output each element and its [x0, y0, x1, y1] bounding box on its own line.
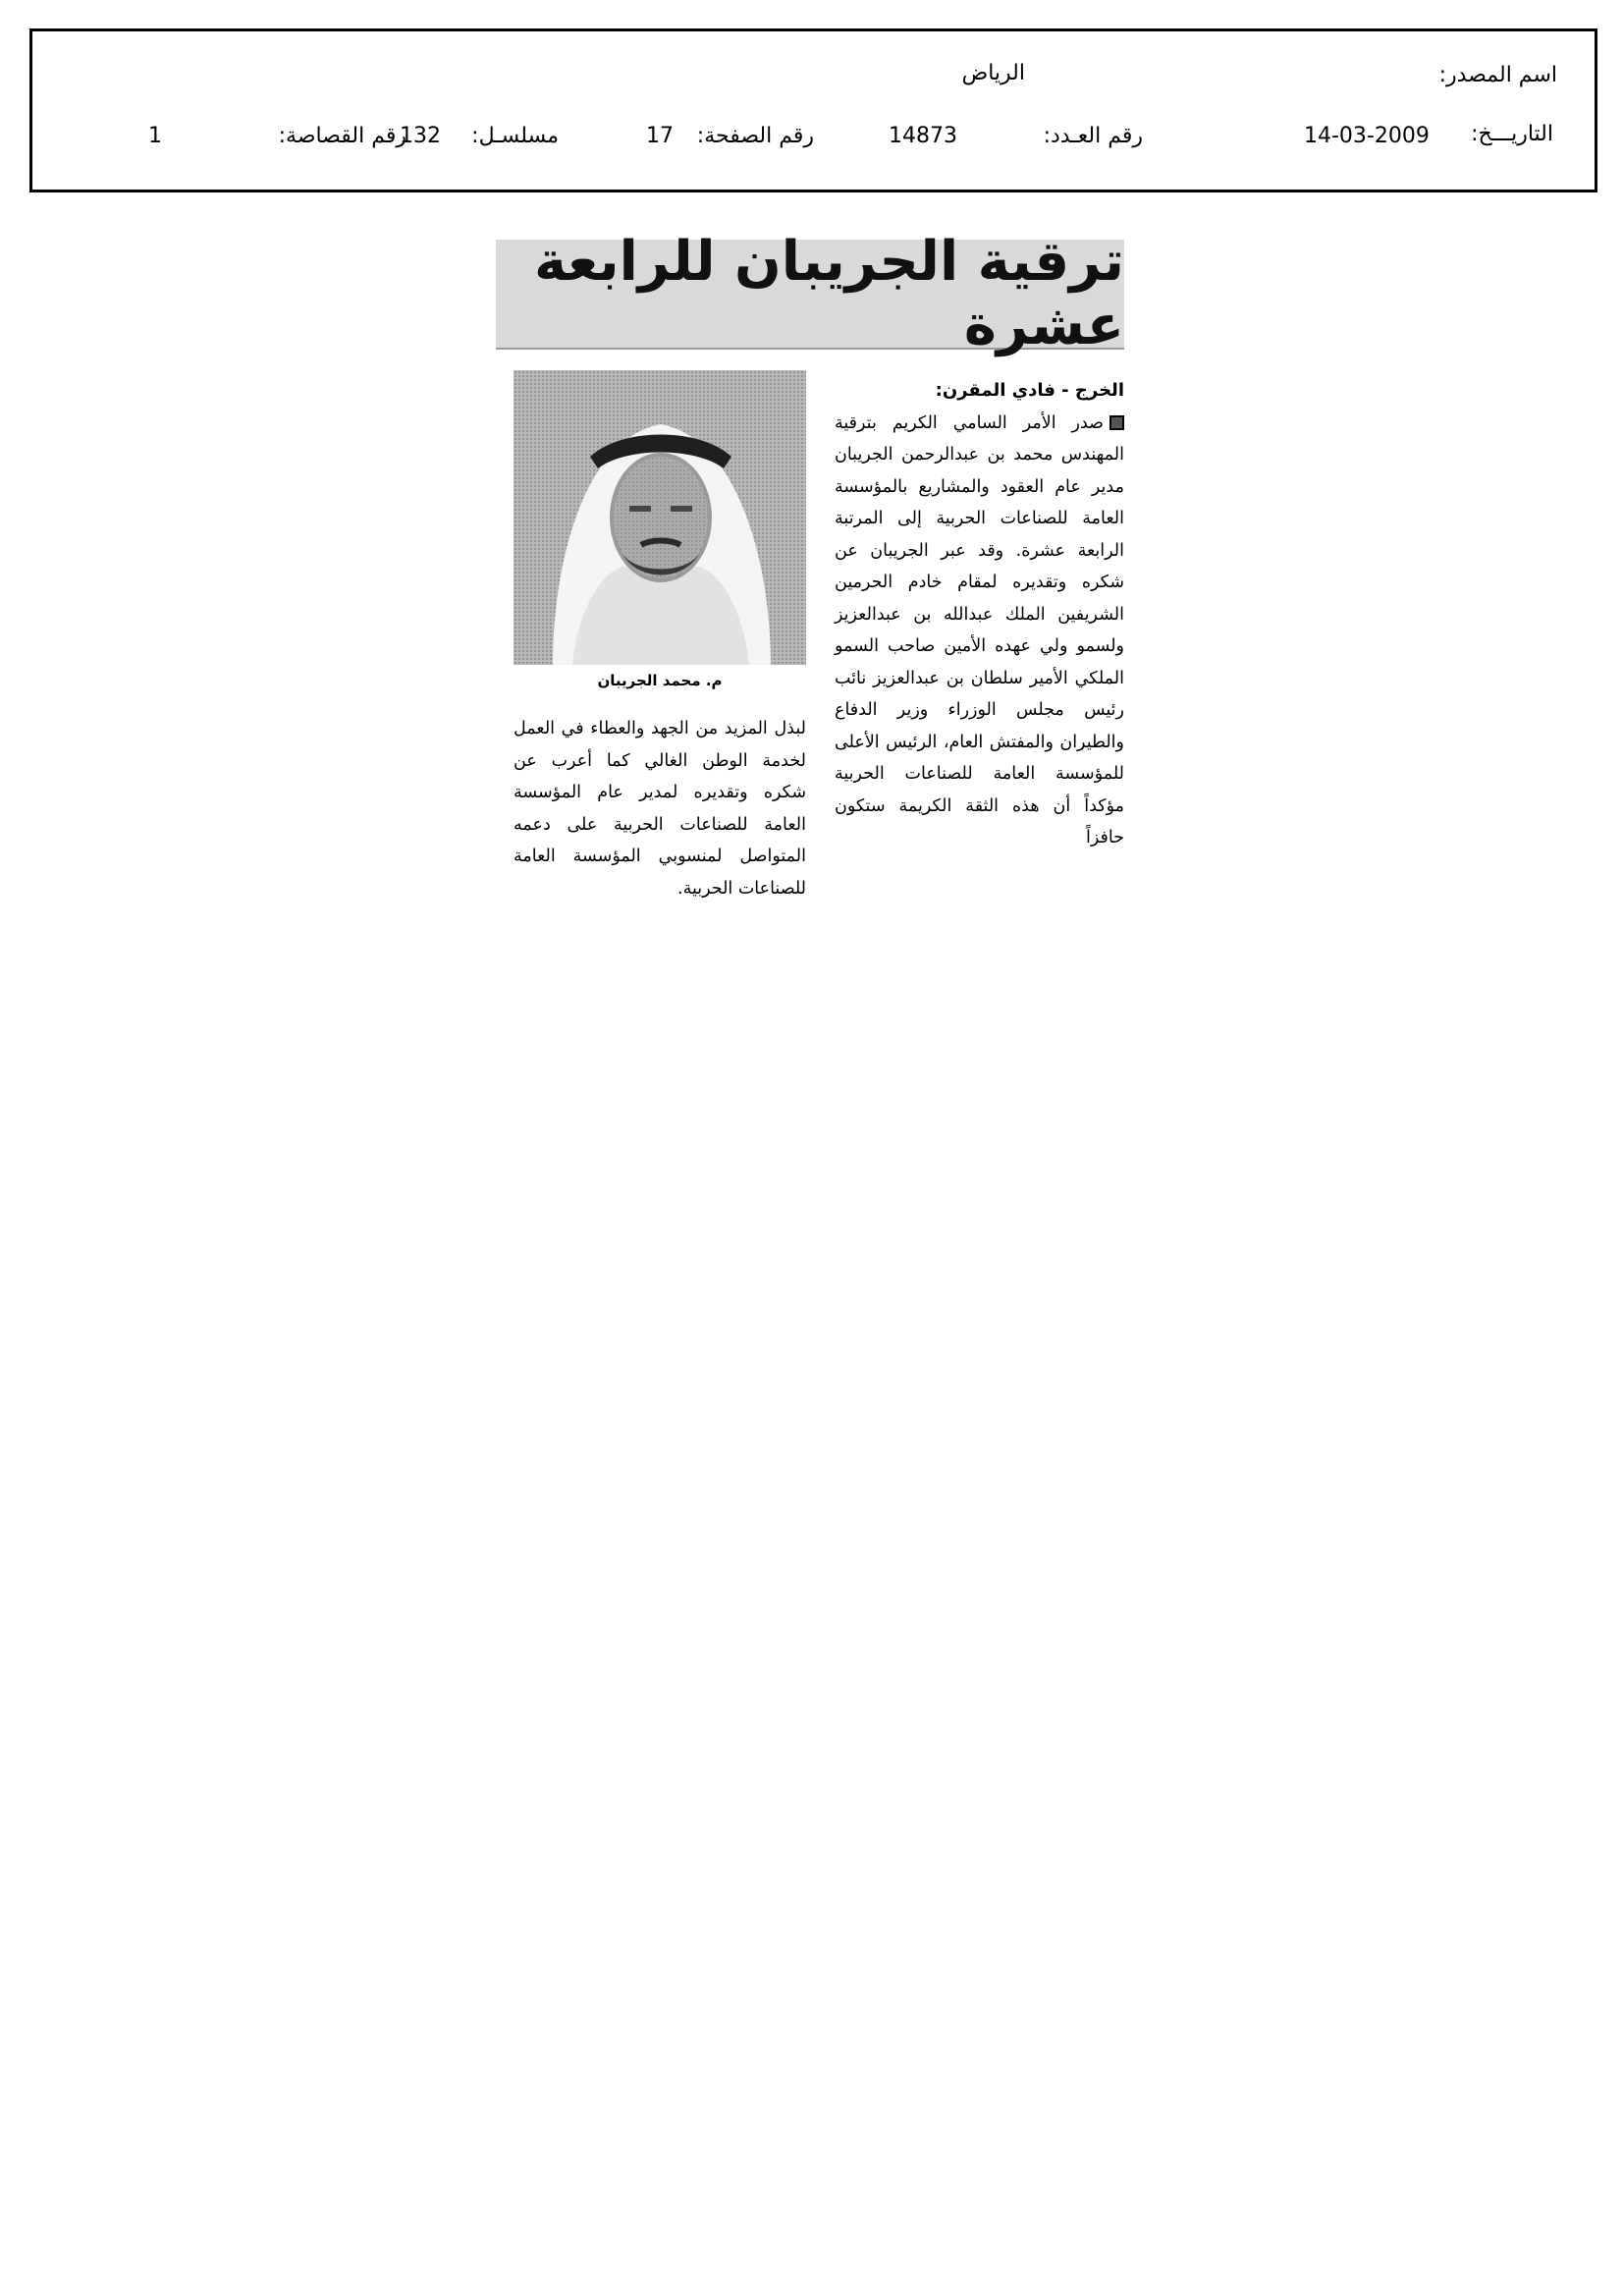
- article-headline: ترقية الجريبان للرابعة عشرة: [534, 230, 1124, 357]
- source-label: اسم المصدر:: [1438, 63, 1557, 87]
- date-value: 14-03-2009: [1304, 124, 1430, 148]
- bullet-square-icon: [1109, 415, 1124, 430]
- issue-label: رقم العـدد:: [1043, 124, 1143, 148]
- article-body-right: صدر الأمر السامي الكريم بترقية المهندس محمد بن عبدالرحمن الجريبان مدير عام العقود والمشاريع بالمؤسسة العامة للصناعات الحربية إلى المرتبة الرابعة عشرة. وقد عبر الجريبان عن شكره وتقديره لمقام خادم الحرمين الشريفين الملك عبدالله بن عبدالعزيز ولسمو ولي عهده الأمين صاحب السمو الملكي الأمير سلطان بن عبدالعزيز نائب رئيس مجلس الوزراء وزير الدفاع والطيران والمفتش العام، الرئيس الأعلى للمؤسسة العامة للصناعات الحربية مؤكداً أن هذه الثقة الكريمة ستكون حافزاً: [835, 412, 1124, 847]
- article-column-right: [835, 375, 1124, 854]
- article-body-left: لبذل المزيد من الجهد والعطاء في العمل لخدمة الوطن الغالي كما أعرب عن شكره وتقديره لمدير عام المؤسسة العامة للصناعات الحربية على دعمه المتواصل لمنسوبي المؤسسة العامة للصناعات الحربية.: [514, 719, 806, 899]
- serial-value: 132: [400, 124, 441, 148]
- newspaper-clipping: [496, 230, 1124, 966]
- serial-label: مسلسـل:: [471, 124, 559, 148]
- date-label: التاريـــخ:: [1471, 122, 1553, 146]
- portrait-photo: [514, 370, 806, 665]
- source-value: الرياض: [961, 61, 1025, 85]
- issue-value: 14873: [889, 124, 957, 148]
- headline-band: [496, 230, 1124, 357]
- portrait-illustration: [514, 370, 806, 665]
- clip-number-label: رقم القصاصة:: [278, 124, 406, 148]
- article-dateline: الخرج - فادي المقرن:: [935, 380, 1124, 401]
- clipping-header: [29, 28, 1597, 192]
- article-column-left: [514, 713, 806, 904]
- photo-caption: م. محمد الجريبان: [597, 672, 723, 689]
- page-value: 17: [646, 124, 674, 148]
- page-label: رقم الصفحة:: [696, 124, 814, 148]
- clip-number-value: 1: [148, 124, 162, 148]
